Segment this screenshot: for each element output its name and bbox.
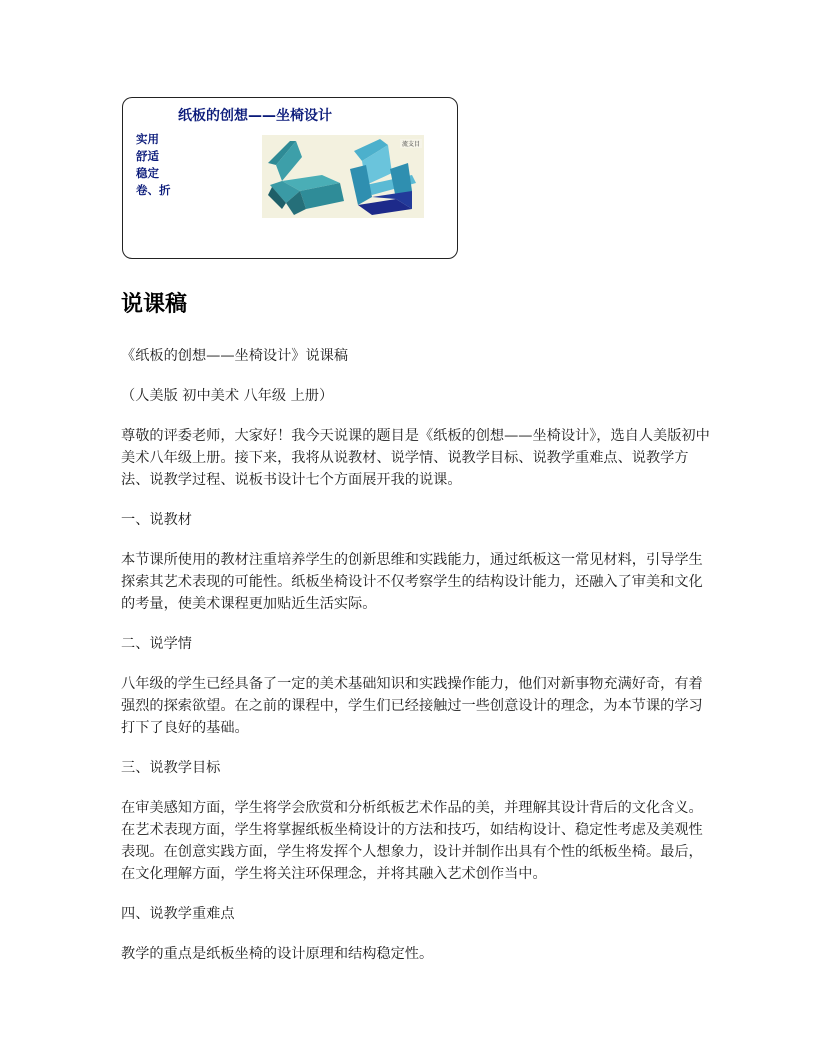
intro-paragraph: 尊敬的评委老师，大家好！我今天说课的题目是《纸板的创想——坐椅设计》，选自人美版初中美术八年级上册。接下来，我将从说教材、说学情、说教学目标、说教学重难点、说教学方法、说教学过程、说板书设计七个方面展开我的说课。: [121, 428, 710, 488]
slide-title: 纸板的创想——坐椅设计: [178, 108, 332, 124]
image-tag: 流支目: [401, 141, 420, 148]
key-points-paragraph: 教学的重点是纸板坐椅的设计原理和结构稳定性。: [121, 946, 434, 962]
keyword-comfortable: 舒适: [136, 149, 159, 163]
students-paragraph: 八年级的学生已经具备了一定的美术基础知识和实践操作能力，他们对新事物充满好奇，有着强烈的探索欲望。在之前的课程中，学生们已经接触过一些创意设计的理念，为本节课的学习打下了良好的基础。: [121, 676, 703, 736]
doc-title-line: 《纸板的创想——坐椅设计》说课稿: [121, 348, 349, 364]
section-heading-materials: 一、说教材: [121, 512, 192, 528]
section-heading-objectives: 三、说教学目标: [121, 760, 221, 776]
page-heading: 说课稿: [121, 292, 188, 317]
keyword-roll-fold: 卷、折: [136, 183, 171, 197]
slide-thumbnail: [122, 97, 458, 259]
keyword-stable: 稳定: [136, 166, 159, 180]
slide-keyword-list: [136, 131, 171, 199]
section-heading-key-points: 四、说教学重难点: [121, 906, 235, 922]
objectives-paragraph: 在审美感知方面，学生将学会欣赏和分析纸板艺术作品的美，并理解其设计背后的文化含义。在艺术表现方面，学生将掌握纸板坐椅设计的方法和技巧，如结构设计、稳定性考虑及美观性表现。在创意实践方面，学生将发挥个人想象力，设计并制作出具有个性的纸板坐椅。最后，在文化理解方面，学生将关注环保理念，并将其融入艺术创作当中。: [121, 800, 703, 882]
keyword-practical: 实用: [136, 132, 159, 146]
materials-paragraph: 本节课所使用的教材注重培养学生的创新思维和实践能力，通过纸板这一常见材料，引导学生探索其艺术表现的可能性。纸板坐椅设计不仅考察学生的结构设计能力，还融入了审美和文化的考量，使美术课程更加贴近生活实际。: [121, 552, 703, 612]
section-heading-students: 二、说学情: [121, 636, 192, 652]
cardboard-chair-image: [262, 135, 424, 218]
edition-line: （人美版 初中美术 八年级 上册）: [121, 388, 334, 404]
document-body: [121, 345, 711, 983]
